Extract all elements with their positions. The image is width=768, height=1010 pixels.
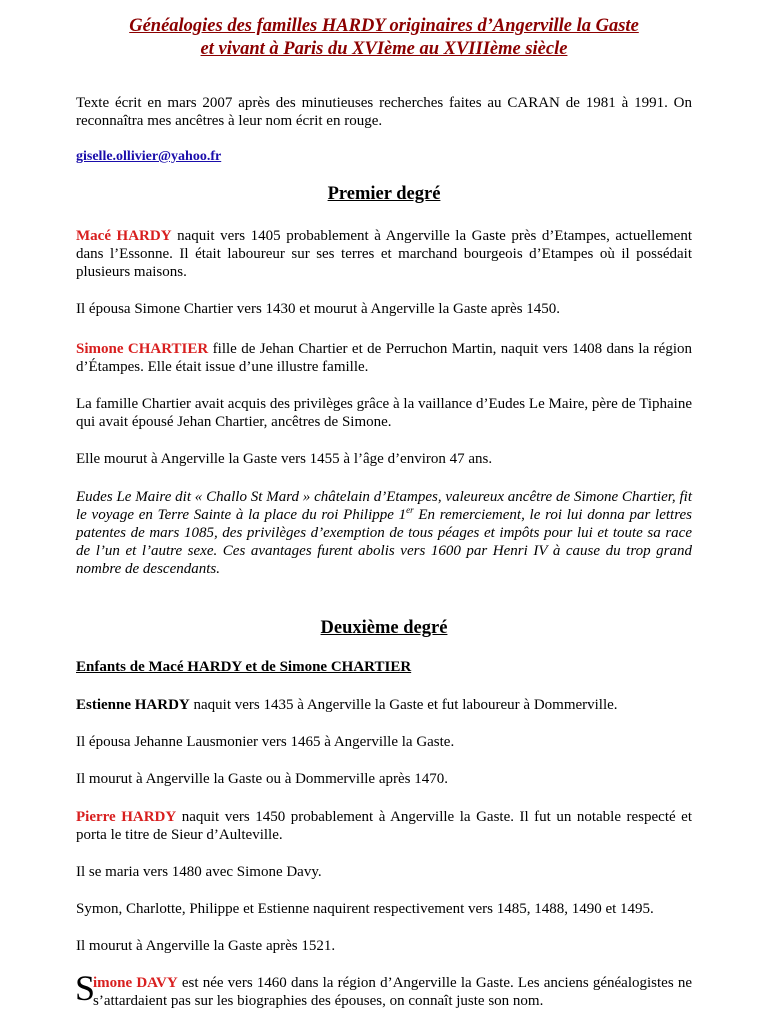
paragraph-simone-chartier	[76, 340, 692, 376]
paragraph-pierre-hardy	[76, 808, 692, 844]
paragraph-text: naquit vers 1450 probablement à Angerville la Gaste. Il fut un notable respecté et porta le titre de Sieur d’Aulteville.	[76, 809, 692, 843]
paragraph-estienne-death: Il mourut à Angerville la Gaste ou à Dommerville après 1470.	[76, 771, 448, 787]
section-heading-deuxieme-degre: Deuxième degré	[320, 618, 448, 638]
ancestor-name: Macé HARDY	[76, 228, 172, 244]
paragraph-body	[93, 974, 692, 1010]
paragraph-estienne-hardy	[76, 696, 692, 714]
paragraph-death: Elle mourut à Angerville la Gaste vers 1455 à l’âge d’environ 47 ans.	[76, 451, 493, 467]
drop-cap: S	[75, 968, 96, 1008]
paragraph-eudes-le-maire	[76, 488, 692, 578]
section-heading-premier-degre: Premier degré	[327, 184, 441, 204]
paragraph-estienne-marriage: Il épousa Jehanne Lausmonier vers 1465 à Angerville la Gaste.	[76, 734, 455, 750]
document-title	[76, 15, 692, 61]
paragraph-text: Eudes Le Maire dit « Challo St Mard » châtelain d’Etampes, valeureux ancêtre de Simone Chartier, fit le voyage en Terre Sainte à la place du roi Philippe 1	[76, 489, 692, 523]
paragraph-text: est née vers 1460 dans la région d’Angerville la Gaste. Les anciens généalogistes ne s’attardaient pas sur les biographies des épouses, on connaît juste son nom.	[93, 975, 692, 1009]
paragraph-text: naquit vers 1435 à Angerville la Gaste et fut laboureur à Dommerville.	[189, 697, 618, 713]
person-name: Estienne HARDY	[76, 697, 190, 713]
ancestor-name: imone DAVY	[93, 975, 178, 991]
paragraph-children: Symon, Charlotte, Philippe et Estienne naquirent respectivement vers 1485, 1488, 1490 et 1495.	[76, 901, 654, 917]
paragraph-simone-davy	[75, 968, 692, 1010]
paragraph-text: En remerciement, le roi lui donna par lettres patentes de mars 1085, des privilèges d’exemption de tous péages et impôts pour lui et toute sa race de l’un et l’autre sexe. Ces avantages furent abolis vers 1600 par Henri IV à cause du trop grand nombre de descendants.	[76, 507, 692, 577]
paragraph-marriage: Il épousa Simone Chartier vers 1430 et mourut à Angerville la Gaste après 1450.	[76, 301, 561, 317]
email-link[interactable]: giselle.ollivier@yahoo.fr	[76, 149, 222, 164]
paragraph-text: naquit vers 1405 probablement à Angerville la Gaste près d’Etampes, actuellement dans l’Essonne. Il était laboureur sur ses terres et marchand bourgeois d’Etampes où il possédait plusieurs maisons.	[76, 228, 692, 280]
paragraph-pierre-marriage: Il se maria vers 1480 avec Simone Davy.	[76, 864, 322, 880]
paragraph-chartier-family: La famille Chartier avait acquis des privilèges grâce à la vaillance d’Eudes Le Maire, père de Tiphaine qui avait épousé Jehan Chartier, ancêtres de Simone.	[76, 396, 692, 430]
intro-paragraph: Texte écrit en mars 2007 après des minutieuses recherches faites au CARAN de 1981 à 1991. On reconnaîtra mes ancêtres à leur nom écrit en rouge.	[76, 95, 692, 129]
title-line-1: Généalogies des familles HARDY originaires d’Angerville la Gaste	[129, 16, 639, 36]
ancestor-name: Simone CHARTIER	[76, 341, 209, 357]
superscript: er	[406, 505, 414, 515]
title-line-2: et vivant à Paris du XVIème au XVIIIème siècle	[200, 39, 568, 59]
paragraph-pierre-death: Il mourut à Angerville la Gaste après 1521.	[76, 938, 336, 954]
paragraph-text: fille de Jehan Chartier et de Perruchon Martin, naquit vers 1408 dans la région d’Étampes. Elle était issue d’une illustre famille.	[76, 341, 692, 375]
ancestor-name: Pierre HARDY	[76, 809, 177, 825]
document-page	[76, 0, 692, 1010]
paragraph-mace-hardy	[76, 227, 692, 281]
section-subheading: Enfants de Macé HARDY et de Simone CHARTIER	[76, 659, 412, 675]
